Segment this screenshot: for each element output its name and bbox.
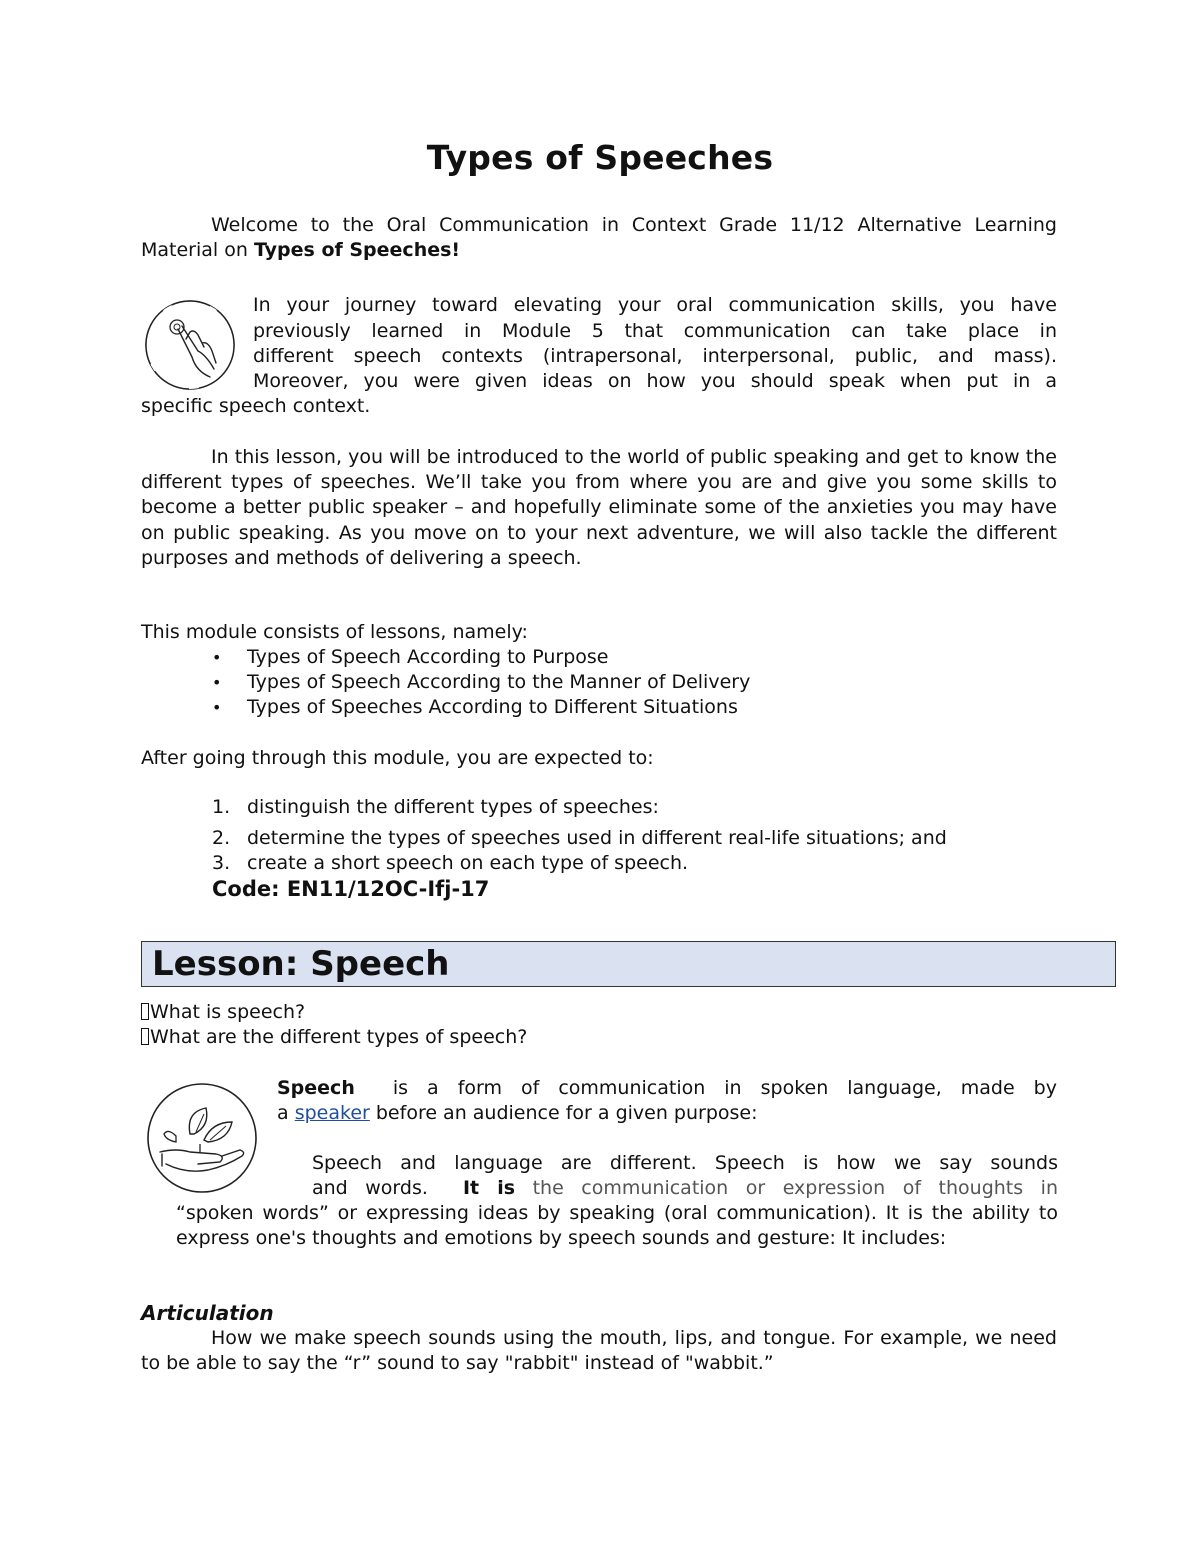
lesson-header: Lesson: Speech <box>152 944 450 984</box>
competency-code: Code: EN11/12OC-Ifj-17 <box>212 877 490 901</box>
intro-paragraph <box>141 213 1057 263</box>
question-1: What is speech? <box>141 1000 305 1026</box>
list-item: 1. distinguish the different types of speeches: <box>212 796 659 818</box>
module5-line3: different speech contexts (intrapersonal, interpersonal, public, and mass). <box>253 345 1057 367</box>
intro-text: Welcome to the Oral Communication in Context Grade 11/12 Alternative Learning Material on <box>141 214 1057 262</box>
speech-language-line2: and words. It is the communication or expression of thoughts in <box>312 1177 1058 1199</box>
objectives-intro: After going through this module, you are expected to: <box>141 747 654 769</box>
speech-definition-line2: a speaker before an audience for a given purpose: <box>277 1102 758 1124</box>
hand-plant-icon <box>146 1082 258 1194</box>
missing-glyph-icon <box>141 1003 149 1020</box>
module5-line1: In your journey toward elevating your oral communication skills, you have <box>253 294 1057 316</box>
page-title: Types of Speeches <box>426 138 774 177</box>
module5-line2: previously learned in Module 5 that communication can take place in <box>253 320 1057 342</box>
objectives-list <box>212 796 1112 877</box>
speech-language-rest: “spoken words” or expressing ideas by speaking (oral communication). It is the ability to express one's thoughts and emotions by speech sounds and gesture: It includes: <box>176 1202 1058 1250</box>
lessons-list <box>212 645 1072 721</box>
speech-definition-line1: Speech is a form of communication in spoken language, made by <box>277 1077 1057 1099</box>
bullet-icon: • <box>212 673 222 693</box>
hand-touch-icon <box>144 299 236 391</box>
lesson-header-box <box>141 941 1116 987</box>
missing-glyph-icon <box>141 1028 149 1045</box>
list-item: • Types of Speech According to Purpose <box>212 645 1072 670</box>
module5-line5: specific speech context. <box>141 395 371 417</box>
list-item: 3. create a short speech on each type of speech. <box>212 852 689 874</box>
module-lessons-intro: This module consists of lessons, namely: <box>141 621 528 643</box>
speech-language-line1: Speech and language are different. Speech is how we say sounds <box>312 1152 1058 1174</box>
articulation-heading: Articulation <box>141 1301 274 1325</box>
speaker-link[interactable]: speaker <box>294 1102 370 1124</box>
module5-line4: Moreover, you were given ideas on how you should speak when put in a <box>253 370 1057 392</box>
question-2: What are the different types of speech? <box>141 1025 527 1051</box>
list-item: • Types of Speeches According to Different Situations <box>212 695 1072 720</box>
list-item: 2. determine the types of speeches used in different real-life situations; and <box>212 827 947 849</box>
intro-bold-title: Types of Speeches! <box>253 239 461 262</box>
lesson-intro-paragraph: In this lesson, you will be introduced to the world of public speaking and get to know the different types of speeches. We’ll take you from where you are and give you some skills to become a better public speaker – and hopefully eliminate some of the anxieties you may have on public speaking. As you move on to your next adventure, we will also tackle the different purposes and methods of delivering a speech. <box>141 446 1057 569</box>
speech-term: Speech <box>277 1077 355 1099</box>
articulation-text: How we make speech sounds using the mouth, lips, and tongue. For example, we need to be able to say the “r” sound to say "rabbit" instead of "wabbit.” <box>141 1327 1057 1375</box>
list-item: • Types of Speech According to the Manner of Delivery <box>212 670 1072 695</box>
bullet-icon: • <box>212 648 222 667</box>
bullet-icon: • <box>212 698 222 718</box>
